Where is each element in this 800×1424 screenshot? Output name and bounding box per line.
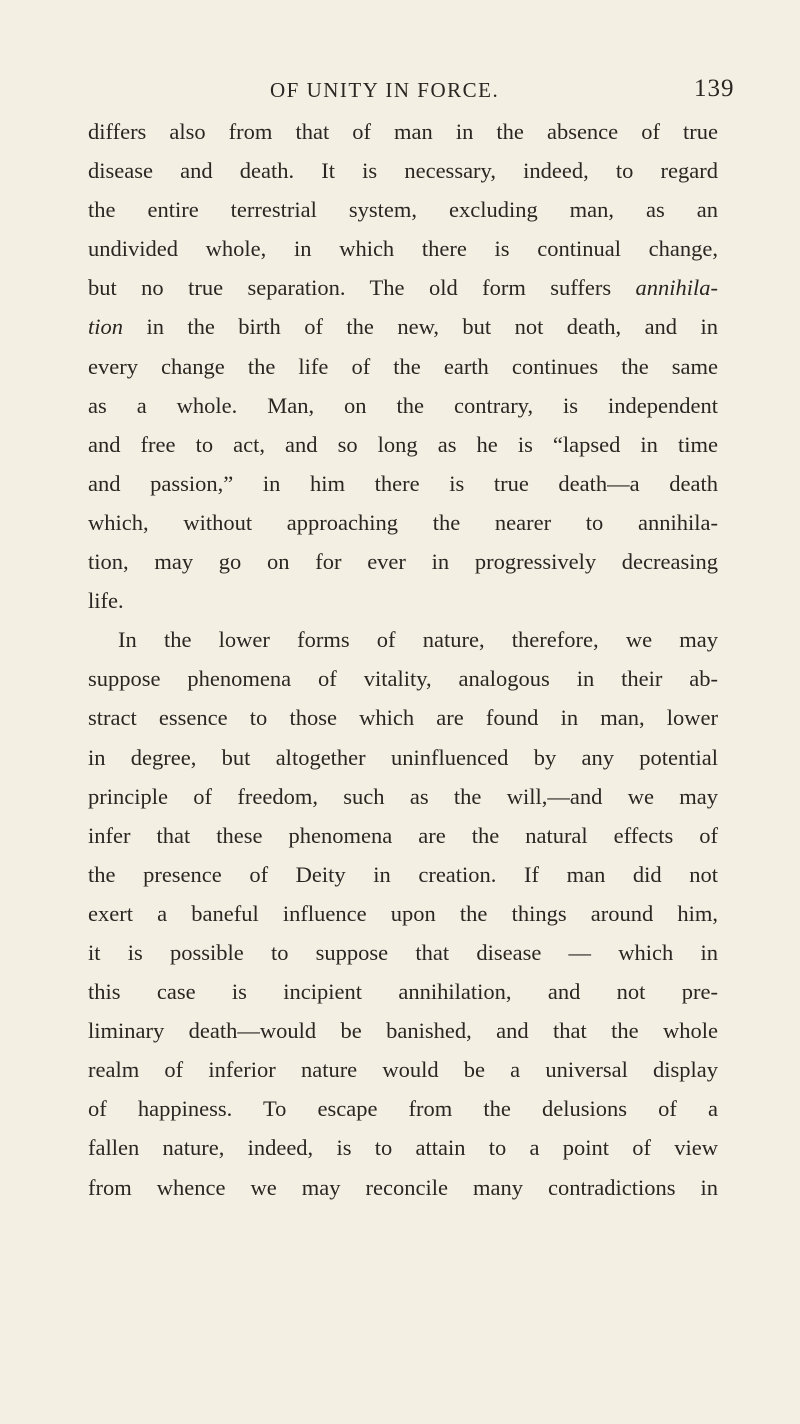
- text-line: and free to act, and so long as he is “lapsed in time: [88, 431, 718, 457]
- text-line: [88, 268, 718, 307]
- text-line: every change the life of the earth continues the same: [88, 353, 718, 379]
- text-segment: but no true separation. The old form suffers: [88, 275, 612, 301]
- text-line: [88, 307, 718, 346]
- text-line: and passion,” in him there is true death—a death: [88, 470, 718, 496]
- text-line: realm of inferior nature would be a universal display: [88, 1057, 718, 1083]
- page-number: 139: [694, 75, 735, 102]
- text-line: disease and death. It is necessary, indeed, to regard: [88, 158, 718, 184]
- italic-word: annihila-: [635, 275, 719, 301]
- text-line: principle of freedom, such as the will,—and we may: [88, 783, 718, 809]
- text-line: which, without approaching the nearer to annihila-: [88, 509, 718, 535]
- text-line: the presence of Deity in creation. If man did not: [88, 861, 718, 887]
- text-line: stract essence to those which are found in man, lower: [88, 705, 718, 731]
- text-line: In the lower forms of nature, therefore, we may: [118, 627, 718, 653]
- text-line: the entire terrestrial system, excluding man, as an: [88, 197, 718, 223]
- text-segment: in the birth of the new, but not death, and in: [146, 314, 718, 340]
- text-line: as a whole. Man, on the contrary, is independent: [88, 392, 718, 418]
- text-line: liminary death—would be banished, and that the whole: [88, 1018, 718, 1044]
- text-line: this case is incipient annihilation, and not pre-: [88, 979, 718, 1005]
- text-line: differs also from that of man in the absence of true: [88, 119, 718, 144]
- text-line: of happiness. To escape from the delusions of a: [88, 1096, 718, 1122]
- italic-word: tion: [88, 314, 124, 340]
- text-line: tion, may go on for ever in progressively decreasing: [88, 549, 718, 575]
- running-head: OF UNITY IN FORCE.: [270, 78, 500, 102]
- text-line: infer that these phenomena are the natural effects of: [88, 822, 718, 848]
- body-text: [88, 112, 718, 1207]
- text-line: suppose phenomena of vitality, analogous in their ab-: [88, 666, 718, 692]
- text-line: from whence we may reconcile many contradictions in: [88, 1174, 718, 1200]
- text-line: undivided whole, in which there is continual change,: [88, 236, 718, 262]
- text-line: fallen nature, indeed, is to attain to a point of view: [88, 1135, 718, 1161]
- text-line: it is possible to suppose that disease — which in: [88, 939, 718, 965]
- text-line: exert a baneful influence upon the things around him,: [88, 900, 718, 926]
- text-line: in degree, but altogether uninfluenced by any potential: [88, 744, 718, 770]
- text-line: life.: [88, 588, 124, 614]
